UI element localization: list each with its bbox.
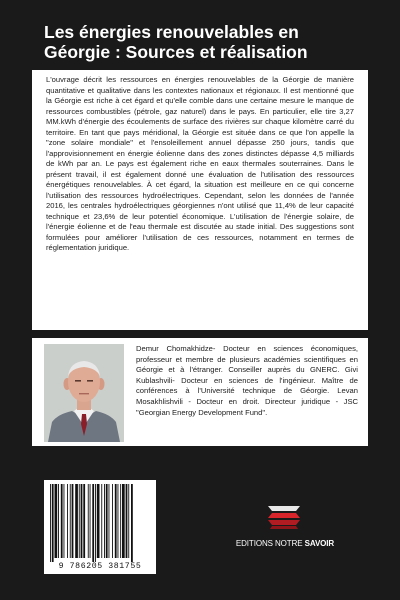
barcode-bar bbox=[50, 484, 51, 562]
isbn-barcode bbox=[44, 480, 156, 574]
barcode-bar bbox=[81, 484, 83, 558]
barcode-bar bbox=[61, 484, 63, 558]
barcode-bar bbox=[72, 484, 74, 558]
barcode-bar bbox=[75, 484, 78, 558]
barcode-bar bbox=[112, 484, 113, 558]
barcode-bar bbox=[64, 484, 65, 558]
stacked-books-icon bbox=[264, 500, 304, 530]
barcode-bar bbox=[115, 484, 117, 558]
barcode-bar bbox=[104, 484, 105, 558]
barcode-bar bbox=[95, 484, 96, 562]
barcode-bar bbox=[92, 484, 94, 562]
barcode-bar bbox=[109, 484, 110, 558]
barcode-bars bbox=[44, 480, 156, 564]
barcode-bar bbox=[55, 484, 58, 558]
barcode-bar bbox=[120, 484, 121, 558]
barcode-bar bbox=[126, 484, 128, 558]
barcode-bar bbox=[131, 484, 133, 562]
barcode-bar bbox=[70, 484, 71, 558]
publisher-name-regular: EDITIONS NOTRE bbox=[235, 539, 305, 548]
publisher-name bbox=[230, 539, 340, 548]
book-title-line-1: Les énergies renouvelables en bbox=[44, 22, 299, 42]
barcode-bar bbox=[118, 484, 119, 558]
barcode-bar bbox=[106, 484, 108, 558]
barcode-bar bbox=[90, 484, 91, 558]
barcode-bar bbox=[67, 484, 68, 558]
barcode-bar bbox=[88, 484, 89, 558]
barcode-bar bbox=[122, 484, 125, 558]
author-bio: Demur Chomakhidze- Docteur en sciences économiques, professeur et membre de plusieurs académies scientifiques en Géorgie et à l'étranger. Conseiller auprès du GNERC. Givi Kublashvili- Docteur en sciences de l'ingénieur. Maître de conférences à l'Université technique de Géorgie. Levan Mosakhlishvili - Docteur en droit. Directeur juridique - JSC "Georgian Energy Development Fund". bbox=[136, 344, 358, 417]
barcode-bar bbox=[97, 484, 100, 558]
isbn-number: 9 786205 381755 bbox=[58, 562, 142, 571]
barcode-bar bbox=[101, 484, 102, 558]
author-photo bbox=[44, 344, 124, 442]
book-title-line-2: Géorgie : Sources et réalisation bbox=[44, 42, 308, 62]
barcode-bar bbox=[52, 484, 54, 562]
barcode-bar bbox=[58, 484, 59, 558]
summary-text: L'ouvrage décrit les ressources en énergies renouvelables de la Géorgie de manière quantitative et qualitative dans les contextes nationaux et régionaux. Il est mentionné que la Géorgie est riche à cet égard et qu'elle comble dans une certaine mesure le manque de ressources combustibles (pétrole, gaz naturel) dans le pays. En particulier, elle tire 3,27 MM.kWh d'énergie des écoulements de surface des rivières sur chaque kilomètre carré du territoire. En tant que pays méridional, la Géorgie est située dans ce que l'on appelle la "zone solaire mondiale" et l'ensoleillement annuel dépasse 250 jours, tandis que l'approvisionnement en énergie éolienne dans des zones distinctes dépasse 4,5 milliards de kWh par an. Le pays est également riche en eaux thermales souterraines. Dans le présent travail, il est également donné une évaluation de l'utilisation des ressources énergétiques renouvelables. À cet égard, la situation est meilleure en ce qui concerne l'utilisation des ressources hydroélectriques. Cependant, selon les données de l'année 2016, les centrales hydroélectriques géorgiennes n'ont utilisé que 11,4% de leur capacité technique et 23,6% de leur potentiel économique. L'utilisation de l'énergie solaire, de l'énergie éolienne et de l'eau thermale est discutée au stade initial. Des suggestions sont formulées pour améliorer l'utilisation de ces ressources, notamment en termes de réglementation juridique. bbox=[46, 75, 354, 252]
book-title bbox=[44, 22, 364, 62]
barcode-bar bbox=[128, 484, 129, 558]
publisher-name-bold: SAVOIR bbox=[304, 539, 335, 548]
barcode-bar bbox=[79, 484, 80, 558]
author-box bbox=[32, 338, 368, 446]
barcode-bar bbox=[83, 484, 85, 558]
summary-box bbox=[32, 70, 368, 330]
